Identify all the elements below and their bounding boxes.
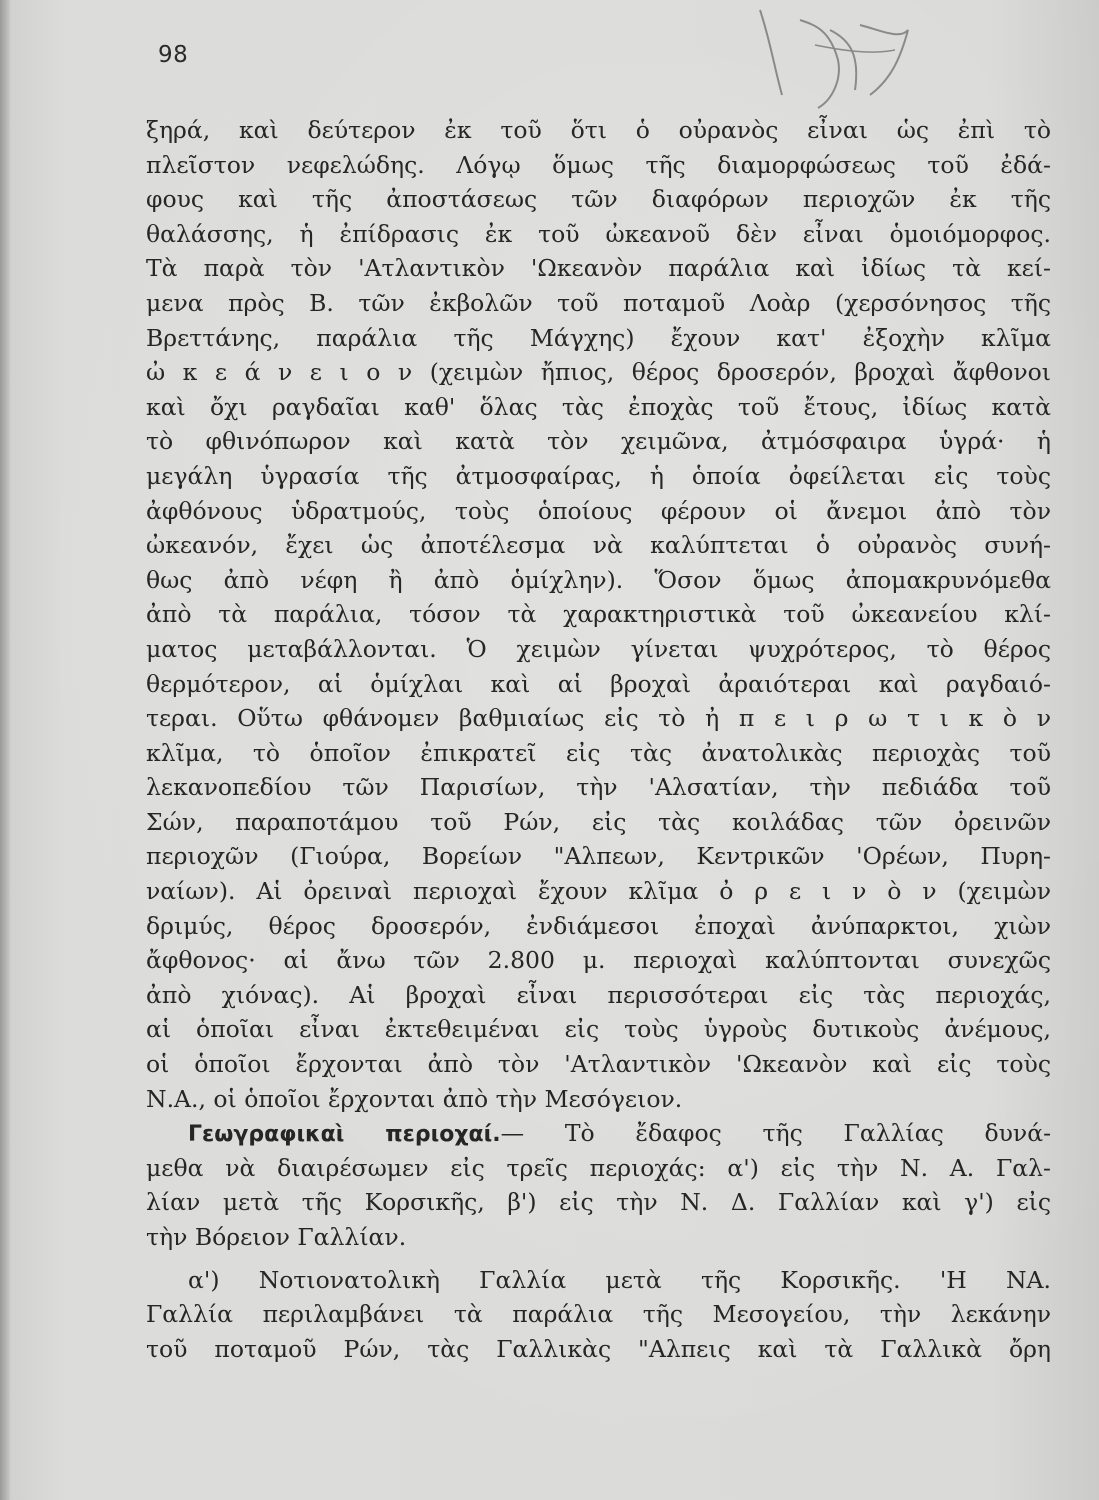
text-line: φους καὶ τῆς ἀποστάσεως τῶν διαφόρων περιοχῶν ἐκ τῆς bbox=[146, 185, 1051, 214]
text-line: τεραι. Οὕτω φθάνομεν βαθμιαίως εἰς τὸ ἠ π ε ι ρ ω τ ι κ ὸ ν bbox=[146, 704, 1051, 733]
text-line: μενα πρὸς Β. τῶν ἐκβολῶν τοῦ ποταμοῦ Λοὰρ (χερσόνησος τῆς bbox=[146, 288, 1051, 317]
text-line: μεθα νὰ διαιρέσωμεν εἰς τρεῖς περιοχάς: α') εἰς τὴν Ν. Α. Γαλ- bbox=[146, 1153, 1051, 1182]
text-line: δριμύς, θέρος δροσερόν, ἐνδιάμεσοι ἐποχαὶ ἀνύπαρκτοι, χιὼν bbox=[146, 911, 1051, 940]
subsection-heading-southeast-france: α') Νοτιονατολικὴ Γαλλία μετὰ τῆς Κορσικῆς. bbox=[188, 1265, 901, 1294]
text-line: ὠ κ ε ά ν ε ι ο ν (χειμὼν ἤπιος, θέρος δροσερόν, βροχαὶ ἄφθονοι bbox=[146, 358, 1051, 387]
paragraph-first-line bbox=[146, 1116, 1051, 1151]
text-line: λεκανοπεδίου τῶν Παρισίων, τὴν 'Αλσατίαν, τὴν πεδιάδα τοῦ bbox=[146, 773, 1051, 802]
text-run: — Τὸ ἔδαφος τῆς Γαλλίας δυνά- bbox=[500, 1119, 1052, 1148]
page-number: 98 bbox=[158, 42, 189, 68]
text-line: ἀφθόνους ὑδρατμούς, τοὺς ὁποίους φέρουν οἱ ἄνεμοι ἀπὸ τὸν bbox=[146, 496, 1051, 525]
text-line: μεγάλη ὑγρασία τῆς ἀτμοσφαίρας, ἡ ὁποία ὀφείλεται εἰς τοὺς bbox=[146, 461, 1051, 490]
paragraph-geographic-regions bbox=[146, 1116, 1051, 1254]
text-line: Σών, παραποτάμου τοῦ Ρών, εἰς τὰς κοιλάδας τῶν ὀρεινῶν bbox=[146, 807, 1051, 836]
text-line: Βρεττάνης, παράλια τῆς Μάγχης) ἔχουν κατ' ἐξοχὴν κλῖμα bbox=[146, 323, 1051, 352]
text-line: θαλάσσης, ἡ ἐπίδρασις ἐκ τοῦ ὠκεανοῦ δὲν εἶναι ὁμοιόμορφος. bbox=[146, 219, 1051, 248]
text-line: Ν.Α., οἱ ὁποῖοι ἔρχονται ἀπὸ τὴν Μεσόγειον. bbox=[146, 1084, 683, 1113]
text-line: τὸ φθινόπωρον καὶ κατὰ τὸν χειμῶνα, ἀτμόσφαιρα ὑγρά· ἡ bbox=[146, 427, 1051, 456]
text-line: κλῖμα, τὸ ὁποῖον ἐπικρατεῖ εἰς τὰς ἀνατολικὰς περιοχὰς τοῦ bbox=[146, 738, 1051, 767]
text-line: Γαλλία περιλαμβάνει τὰ παράλια τῆς Μεσογείου, τὴν λεκάνην bbox=[146, 1300, 1051, 1329]
text-line: τὴν Βόρειον Γαλλίαν. bbox=[146, 1223, 407, 1251]
text-line: ξηρά, καὶ δεύτερον ἐκ τοῦ ὅτι ὁ οὐρανὸς εἶναι ὡς ἐπὶ τὸ bbox=[146, 116, 1051, 144]
text-line: οἱ ὁποῖοι ἔρχονται ἀπὸ τὸν 'Ατλαντικὸν 'Ωκεανὸν καὶ εἰς τοὺς bbox=[146, 1050, 1051, 1079]
pencil-scribble-mark bbox=[720, 0, 960, 130]
text-line: καὶ ὄχι ραγδαῖαι καθ' ὅλας τὰς ἐποχὰς τοῦ ἔτους, ἰδίως κατὰ bbox=[146, 392, 1051, 421]
paragraph-southeast-france bbox=[146, 1263, 1051, 1367]
paragraph-gap bbox=[146, 1255, 1051, 1263]
section-heading-geographic-regions: Γεωγραφικαὶ περιοχαί. bbox=[188, 1122, 501, 1148]
text-line: αἱ ὁποῖαι εἶναι ἐκτεθειμέναι εἰς τοὺς ὑγροὺς δυτικοὺς ἀνέμους, bbox=[146, 1015, 1051, 1044]
text-line: ματος μεταβάλλονται. Ὁ χειμὼν γίνεται ψυχρότερος, τὸ θέρος bbox=[146, 634, 1051, 663]
text-line: λίαν μετὰ τῆς Κορσικῆς, β') εἰς τὴν Ν. Δ. Γαλλίαν καὶ γ') εἰς bbox=[146, 1188, 1051, 1217]
text-line: θερμότερον, αἱ ὁμίχλαι καὶ αἱ βροχαὶ ἀραιότεραι καὶ ραγδαιό- bbox=[146, 669, 1051, 698]
paragraph-first-line bbox=[146, 1263, 1051, 1298]
text-line: ναίων). Αἱ ὀρειναὶ περιοχαὶ ἔχουν κλῖμα ὀ ρ ε ι ν ὸ ν (χειμὼν bbox=[146, 877, 1051, 906]
text-line: Τὰ παρὰ τὸν 'Ατλαντικὸν 'Ωκεανὸν παράλια καὶ ἰδίως τὰ κεί- bbox=[146, 254, 1051, 283]
text-line: θως ἀπὸ νέφη ἢ ἀπὸ ὁμίχλην). Ὅσον ὅμως ἀπομακρυνόμεθα bbox=[146, 565, 1051, 594]
text-line: ἀπὸ τὰ παράλια, τόσον τὰ χαρακτηριστικὰ τοῦ ὠκεανείου κλί- bbox=[146, 600, 1051, 629]
page-binding-edge bbox=[0, 0, 10, 1500]
text-line: περιοχῶν (Γιούρα, Βορείων "Αλπεων, Κεντρικῶν 'Ορέων, Πυρη- bbox=[146, 842, 1051, 871]
text-line: ἀπὸ χιόνας). Αἱ βροχαὶ εἶναι περισσότεραι εἰς τὰς περιοχάς, bbox=[146, 980, 1051, 1009]
text-line: πλεῖστον νεφελώδης. Λόγῳ ὅμως τῆς διαμορφώσεως τοῦ ἐδά- bbox=[146, 150, 1051, 179]
text-run: 'Η ΝΑ. bbox=[939, 1265, 1051, 1294]
text-line: ἄφθονος· αἱ ἄνω τῶν 2.800 μ. περιοχαὶ καλύπτονται συνεχῶς bbox=[146, 946, 1051, 975]
text-line: ὠκεανόν, ἔχει ὡς ἀποτέλεσμα νὰ καλύπτεται ὁ οὐρανὸς συνή- bbox=[146, 531, 1051, 560]
body-text bbox=[146, 113, 1051, 1366]
paragraph-oceanic-climate bbox=[146, 113, 1051, 1116]
text-line: τοῦ ποταμοῦ Ρών, τὰς Γαλλικὰς "Αλπεις καὶ τὰ Γαλλικὰ ὄρη bbox=[146, 1334, 1051, 1363]
